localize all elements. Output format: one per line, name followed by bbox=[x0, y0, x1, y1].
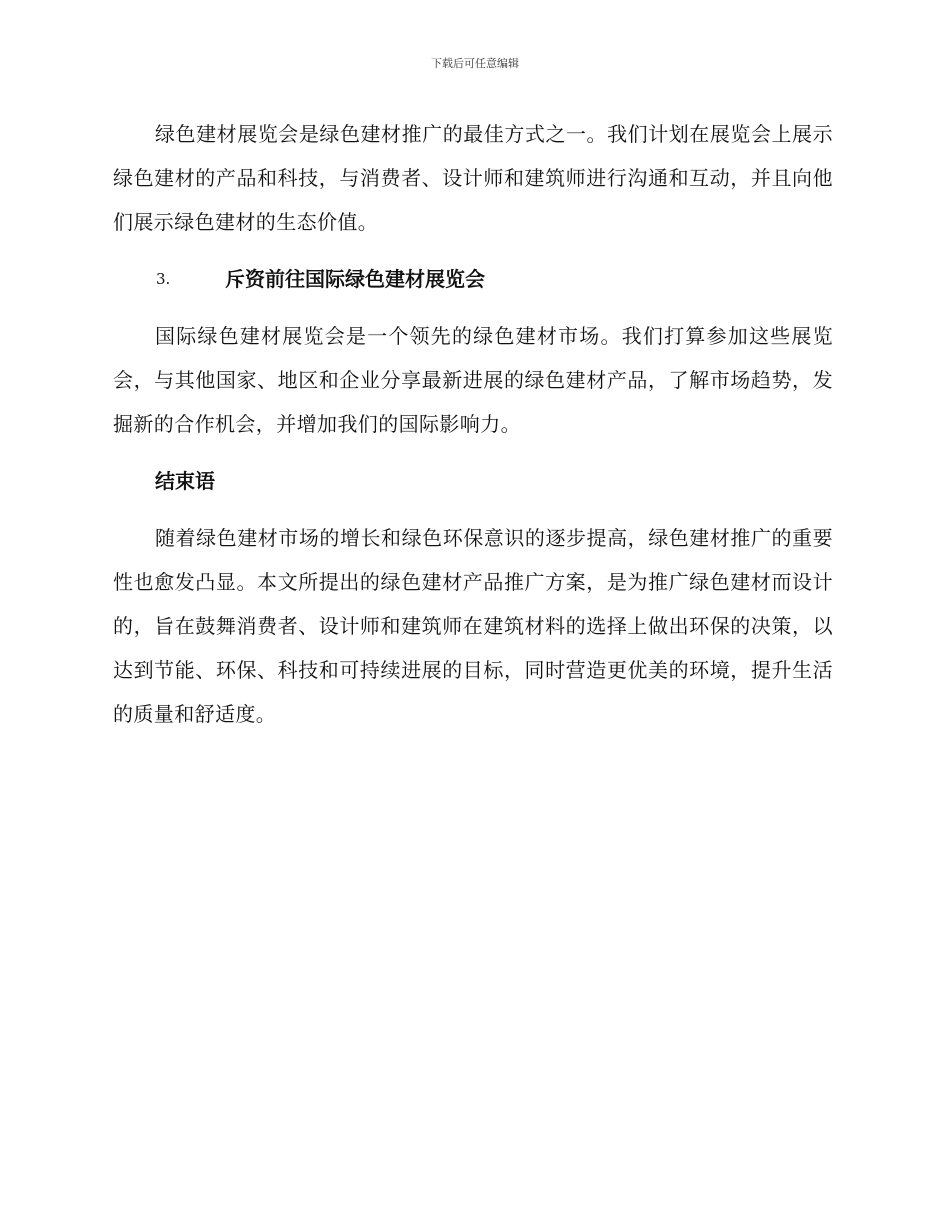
international-paragraph: 国际绿色建材展览会是一个领先的绿色建材市场。我们打算参加这些展览会，与其他国家、地区和企业分享最新进展的绿色建材产品，了解市场趋势，发掘新的合作机会，并增加我们的国际影响力。 bbox=[113, 324, 833, 436]
section-number: 3. bbox=[156, 270, 171, 288]
conclusion-heading: 结束语 bbox=[155, 469, 215, 493]
page-header: 下载后可任意编辑 bbox=[431, 57, 519, 70]
conclusion-paragraph: 随着绿色建材市场的增长和绿色环保意识的逐步提高，绿色建材推广的重要性也愈发凸显。本文所提出的绿色建材产品推广方案，是为推广绿色建材而设计的，旨在鼓舞消费者、设计师和建筑师在建筑材料的选择上做出环保的决策，以达到节能、环保、科技和可持续进展的目标，同时营造更优美的环境，提升生活的质量和舒适度。 bbox=[113, 526, 833, 726]
section-title: 斥资前往国际绿色建材展览会 bbox=[225, 267, 485, 291]
document-body bbox=[113, 112, 833, 749]
international-section-heading bbox=[113, 257, 833, 301]
exhibition-paragraph: 绿色建材展览会是绿色建材推广的最佳方式之一。我们计划在展览会上展示绿色建材的产品和科技，与消费者、设计师和建筑师进行沟通和互动，并且向他们展示绿色建材的生态价值。 bbox=[113, 122, 833, 234]
